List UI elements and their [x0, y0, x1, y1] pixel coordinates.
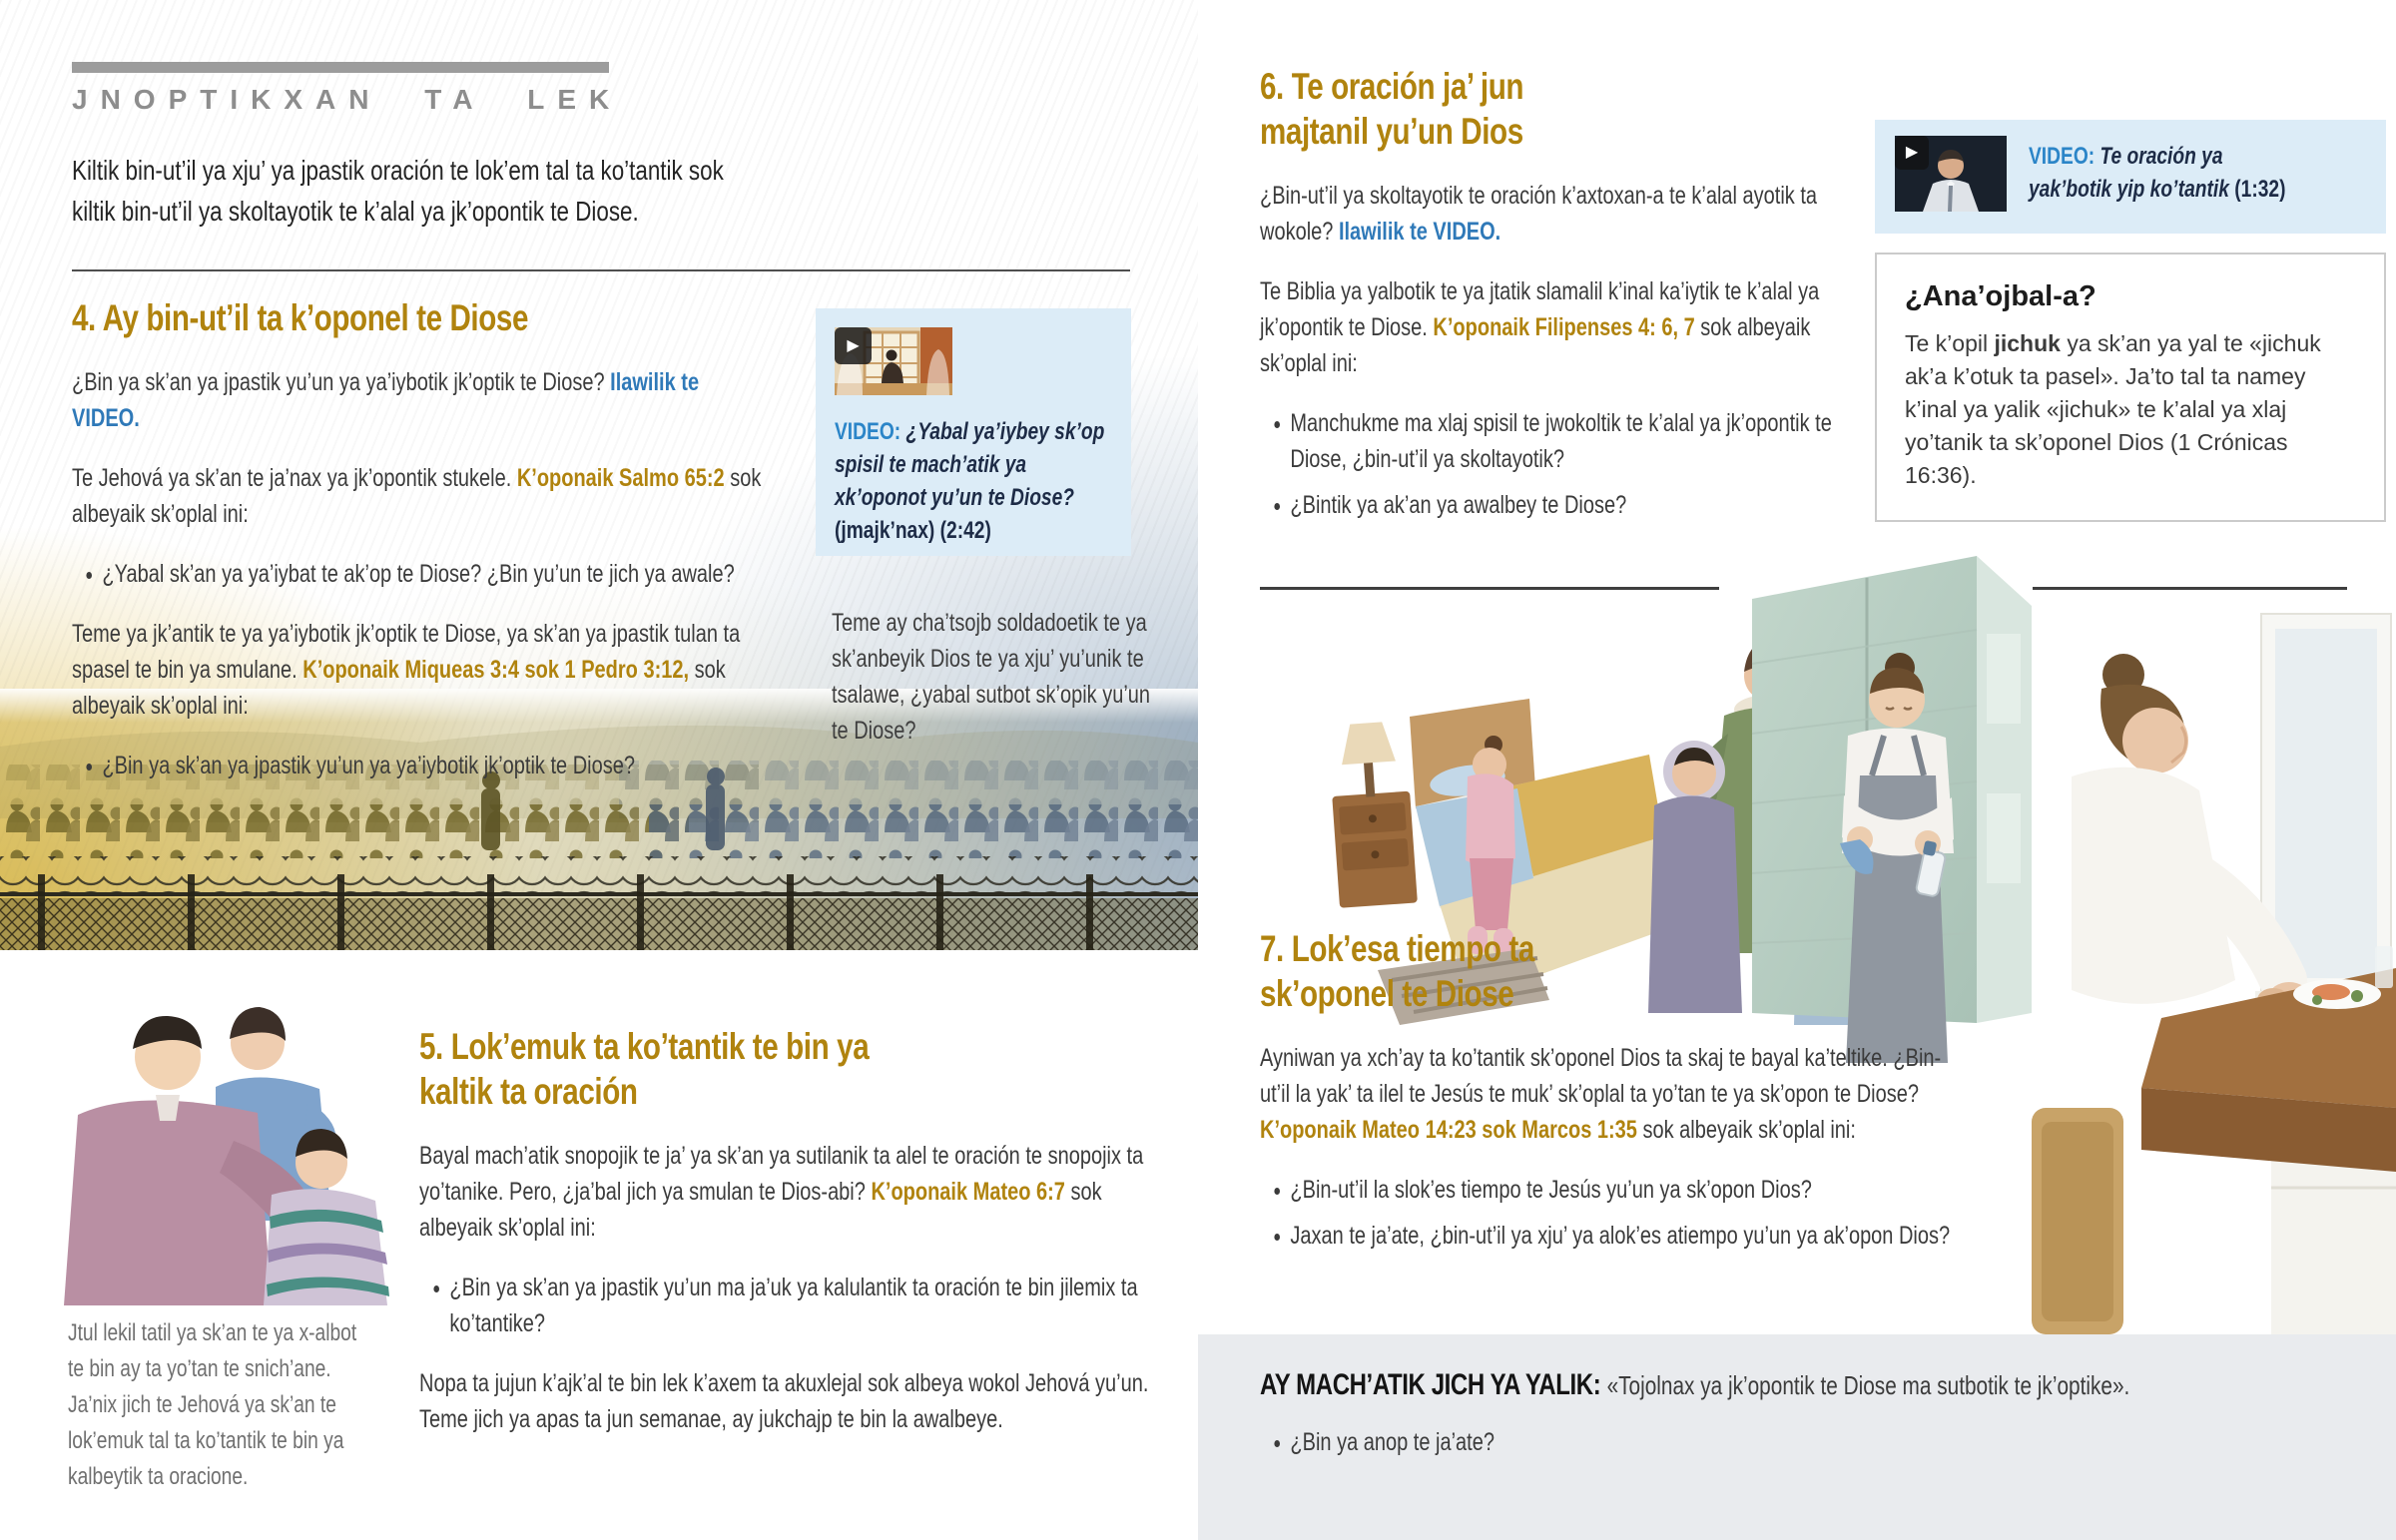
section-5-paragraph: Nopa ta jujun k’ajk’al te bin lek k’axem ta akuxlejal sok albeya wokol Jehová yu’un. Teme jich ya apas ta jun semanae, ay jukchajp te bin la awalbeye. — [419, 1369, 1149, 1433]
divider-rule — [72, 269, 1130, 271]
did-you-know-title: ¿Ana’ojbal-a? — [1905, 280, 2096, 312]
divider-rule-left — [1260, 587, 1719, 590]
play-icon[interactable] — [1895, 136, 1929, 170]
study-question: • ¿Yabal sk’an ya ya’iybat te ak’op te Diose? ¿Bin yu’un te jich ya awale? — [102, 556, 771, 592]
study-question: • Manchukme ma xlaj spisil te jwokoltik te k’alal ya jk’opontik te Diose, ¿bin-ut’il ya skoltayotik? — [1290, 405, 1871, 477]
question-list — [1260, 405, 1871, 523]
section-4-question — [72, 364, 771, 436]
scripture-link-mateo67[interactable]: K’oponaik Mateo 6:7 — [871, 1178, 1065, 1206]
play-glyph: ▶ — [847, 336, 860, 354]
section-5 — [419, 1024, 1166, 1461]
question-list — [72, 748, 771, 783]
study-question: • ¿Bin ya sk’an ya jpastik yu’un ya ya’iybotik jk’optik te Diose? — [102, 748, 771, 783]
objection-quote: «Tojolnax ya jk’opontik te Diose ma sutbotik te jk’optike». — [1606, 1370, 2130, 1400]
video-duration: (1:32) — [2228, 176, 2286, 203]
section-4-title: 4. Ay bin-ut’il ta k’oponel te Diose — [72, 297, 529, 338]
photo-caption: Teme ay cha’tsojb soldadoetik te ya sk’anbeyik Dios te ya xju’ yu’unik te tsalawe, ¿yabal sutbot sk’opik yu’un te Diose? — [832, 609, 1151, 745]
paragraph-text: Te Biblia ya yalbotik te ya jtatik slamalil k’inal ka’iytik te k’alal ya jk’opontik te Diose. — [1260, 277, 1820, 341]
question-list — [72, 556, 771, 592]
box-keyword: jichuk — [1994, 330, 2061, 356]
question-list — [1260, 1428, 2348, 1457]
paragraph-text: sok albeyaik sk’oplal ini: — [72, 656, 726, 720]
box-text: ya sk’an ya yal te «jichuk ak’a k’otuk ta pasel». Ja’to tal ta namey k’inal ya yalik «jichuk» te k’alal ya xlaj yo’tanik ta sk’oponel Dios (1 Crónicas 16:36). — [1905, 330, 2321, 488]
section-6 — [1260, 64, 1871, 547]
section-4 — [72, 295, 771, 807]
woman-meal-prayer-illustration — [2032, 549, 2396, 1334]
section-6-paragraph — [1260, 273, 1871, 381]
section-4-paragraph — [72, 616, 771, 724]
paragraph-text: sok albeyaik sk’oplal ini: — [419, 1178, 1102, 1242]
video-thumbnail[interactable] — [1895, 136, 2007, 212]
study-question: • ¿Bin-ut’il la slok’es tiempo te Jesús yu’un ya sk’opon Dios? — [1290, 1172, 1959, 1208]
question-text: ¿Bin-ut’il ya skoltayotik te oración k’axtoxan-a te k’alal ayotik ta wokole? — [1260, 182, 1818, 246]
video-title: ¿Yabal ya’iybey sk’op spisil te mach’atik ya xk’oponot yu’un te Diose? — [835, 418, 1105, 511]
study-question: • ¿Bin ya sk’an ya jpastik yu’un ma ja’uk ya kalulantik ta oración te bin jilemix ta ko’tantike? — [449, 1270, 1166, 1341]
family-illustration-caption: Jtul lekil tatil ya sk’an te ya x-albot te bin ay ta yo’tan te snich’ane. Ja’nix jich te Jehová ya sk’an te lok’emuk tal ta ko’tantik te bin ya kalbeytik ta oracione. — [68, 1319, 357, 1490]
paragraph-text: Bayal mach’atik snopojik te ja’ ya sk’an ya sutilanik ta alel te oración te snopojix ta yo’tanike. Pero, ¿ja’bal jich ya smulan te Dios-abi? — [419, 1142, 1144, 1206]
family-prayer-illustration — [20, 991, 399, 1305]
video-thumbnail[interactable] — [835, 327, 952, 395]
play-icon[interactable] — [835, 327, 872, 364]
section-5-paragraph — [419, 1138, 1166, 1246]
section-5-title: 5. Lok’emuk ta ko’tantik te bin ya kaltik ta oración — [419, 1026, 870, 1112]
video-caption — [2029, 140, 2298, 206]
video-title: Te oración ya yak’botik yip ko’tantik — [2029, 143, 2229, 203]
study-question: • Jaxan te ja’ate, ¿bin-ut’il ya xju’ ya alok’es atiempo yu’un ya ak’opon Dios? — [1290, 1218, 1959, 1254]
study-question: • ¿Bin ya anop te ja’ate? — [1290, 1428, 2348, 1457]
box-text: Te k’opil — [1905, 330, 1995, 356]
section-7 — [1260, 926, 1959, 1278]
paragraph-text: Ayniwan ya xch’ay ta ko’tantik sk’oponel Dios ta skaj te bayal ka’teltike. ¿Bin-ut’il la yak’ ta ilel te Jesús te muk’ sk’oplal ta yo’tan te ya sk’opon te Diose? — [1260, 1044, 1942, 1108]
watch-video-link[interactable]: Ilawilik te VIDEO. — [1338, 218, 1501, 246]
divider-rule-right — [2033, 587, 2347, 590]
scripture-link-filipenses[interactable]: K’oponaik Filipenses 4: 6, 7 — [1433, 313, 1695, 341]
question-list — [1260, 1172, 1959, 1254]
paragraph-text: sok albeyaik sk’oplal ini: — [1260, 313, 1811, 377]
some-people-say-content — [1260, 1368, 2348, 1481]
lesson-intro: Kiltik bin-ut’il ya xju’ ya jpastik oración te lok’em tal ta ko’tantik sok kiltik bin-ut’il ya skoltayotik te k’alal ya jk’opontik te Diose. — [72, 155, 724, 227]
section-6-question — [1260, 178, 1871, 250]
paragraph-text: Teme ya jk’antik te ya ya’iybotik jk’optik te Diose, ya sk’an ya jpastik tulan ta spasel te bin ya smulane. — [72, 620, 741, 684]
video-label: VIDEO: — [835, 418, 906, 445]
objection-heading: AY MACH’ATIK JICH YA YALIK: — [1260, 1368, 1607, 1401]
video-label: VIDEO: — [2029, 143, 2100, 170]
question-list — [419, 1270, 1166, 1341]
did-you-know-box — [1875, 253, 2386, 522]
watch-video-link[interactable]: Ilawilik te VIDEO. — [72, 368, 700, 432]
scripture-link-mateo1423[interactable]: K’oponaik Mateo 14:23 sok Marcos 1:35 — [1260, 1116, 1637, 1144]
paragraph-text: sok albeyaik sk’oplal ini: — [1636, 1116, 1856, 1144]
play-glyph: ▶ — [1905, 144, 1919, 161]
paragraph-text: Te Jehová ya sk’an te ja’nax ya jk’opontik stukele. — [72, 464, 517, 492]
paragraph-text: sok albeyaik sk’oplal ini: — [72, 464, 762, 528]
section-4-paragraph — [72, 460, 771, 532]
scripture-link-miqueas[interactable]: K’oponaik Miqueas 3:4 sok 1 Pedro 3:12, — [302, 656, 690, 684]
video-card-strength — [1875, 120, 2386, 234]
section-7-paragraph — [1260, 1040, 1959, 1148]
video-duration: (jmajk’nax) (2:42) — [835, 517, 991, 544]
section-6-title: 6. Te oración ja’ jun majtanil yu’un Dios — [1260, 66, 1524, 152]
video-caption — [835, 415, 1106, 547]
some-people-say-box — [1198, 1334, 2396, 1540]
scripture-link-salmo[interactable]: K’oponaik Salmo 65:2 — [516, 464, 725, 492]
kicker-bar — [72, 62, 609, 73]
did-you-know-body — [1905, 327, 2356, 492]
page-kicker: JNOPTIKXAN TA LEK — [72, 84, 623, 115]
question-text: ¿Bin ya sk’an ya jpastik yu’un ya ya’iybotik jk’optik te Diose? — [72, 368, 611, 396]
video-card-prayer — [816, 308, 1131, 556]
section-7-title: 7. Lok’esa tiempo ta sk’oponel te Diose — [1260, 928, 1534, 1014]
study-question: • ¿Bintik ya ak’an ya awalbey te Diose? — [1290, 487, 1871, 523]
